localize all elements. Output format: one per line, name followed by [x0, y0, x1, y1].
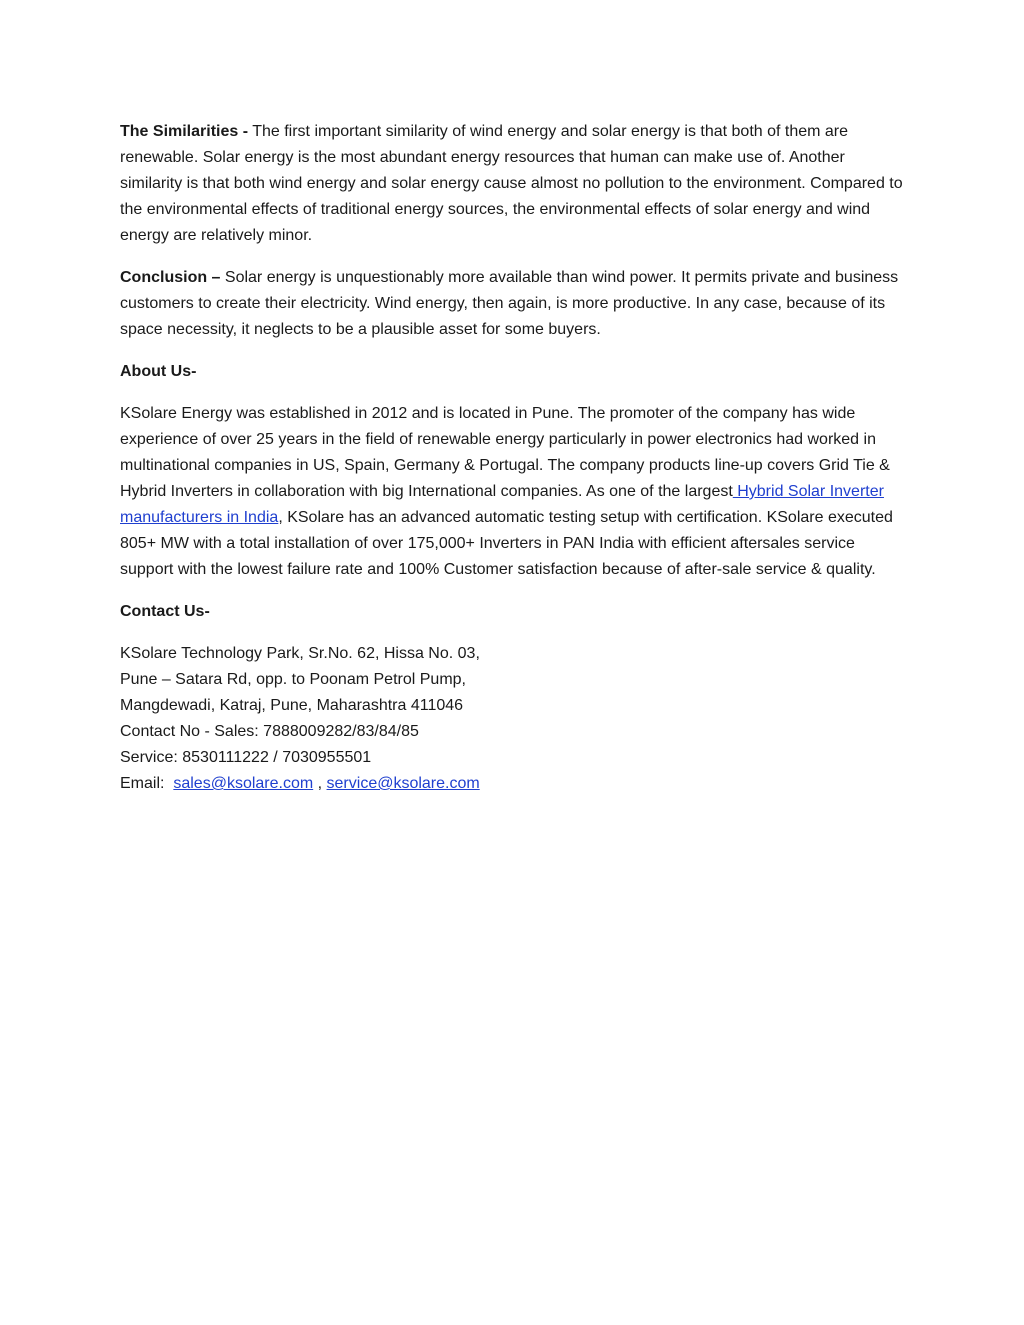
conclusion-heading: Conclusion – [120, 269, 221, 286]
similarities-paragraph [120, 119, 910, 249]
conclusion-paragraph [120, 265, 910, 343]
conclusion-text: Solar energy is unquestionably more available than wind power. It permits private and business customers to create their electricity. Wind energy, then again, is more productive. In any case, because of its space necessity, it neglects to be a plausible asset for some buyers. [120, 269, 899, 338]
service-contact: Service: 8530111222 / 7030955501 [120, 749, 372, 766]
about-heading: About Us- [120, 363, 197, 380]
about-text-before-link: KSolare Energy was established in 2012 and is located in Pune. The promoter of the company has wide experience of over 25 years in the field of renewable energy particularly in power electronics had worked in multinational companies in US, Spain, Germany & Portugal. The company products line-up covers Grid Tie & Hybrid Inverters in collaboration with big International companies. As one of the largest [120, 405, 890, 500]
email-separator: , [313, 775, 327, 792]
contact-heading: Contact Us- [120, 603, 210, 620]
about-paragraph [120, 401, 910, 583]
similarities-text: The first important similarity of wind energy and solar energy is that both of them are renewable. Solar energy is the most abundant energy resources that human can make use of. Another similarity is that both wind energy and solar energy cause almost no pollution to the environment. Compared to the environmental effects of traditional energy sources, the environmental effects of solar energy and wind energy are relatively minor. [120, 123, 903, 244]
hybrid-inverter-link[interactable]: Hybrid Solar Inverter manufacturers in India [120, 483, 884, 526]
document-page [120, 119, 910, 797]
sales-contact: Contact No - Sales: 7888009282/83/84/85 [120, 723, 419, 740]
address-line-2: Pune – Satara Rd, opp. to Poonam Petrol Pump, [120, 671, 466, 688]
service-email-link[interactable]: service@ksolare.com [326, 775, 480, 792]
address-line-1: KSolare Technology Park, Sr.No. 62, Hissa No. 03, [120, 645, 480, 662]
contact-block [120, 641, 910, 797]
email-label: Email: [120, 775, 174, 792]
similarities-heading: The Similarities - [120, 123, 249, 140]
sales-email-link[interactable]: sales@ksolare.com [173, 775, 314, 792]
about-text-after-link: , KSolare has an advanced automatic testing setup with certification. KSolare executed 805+ MW with a total installation of over 175,000+ Inverters in PAN India with efficient aftersales service support with the lowest failure rate and 100% Customer satisfaction because of after-sale service & quality. [120, 509, 893, 578]
address-line-3: Mangdewadi, Katraj, Pune, Maharashtra 411046 [120, 697, 464, 714]
email-line [120, 771, 910, 797]
